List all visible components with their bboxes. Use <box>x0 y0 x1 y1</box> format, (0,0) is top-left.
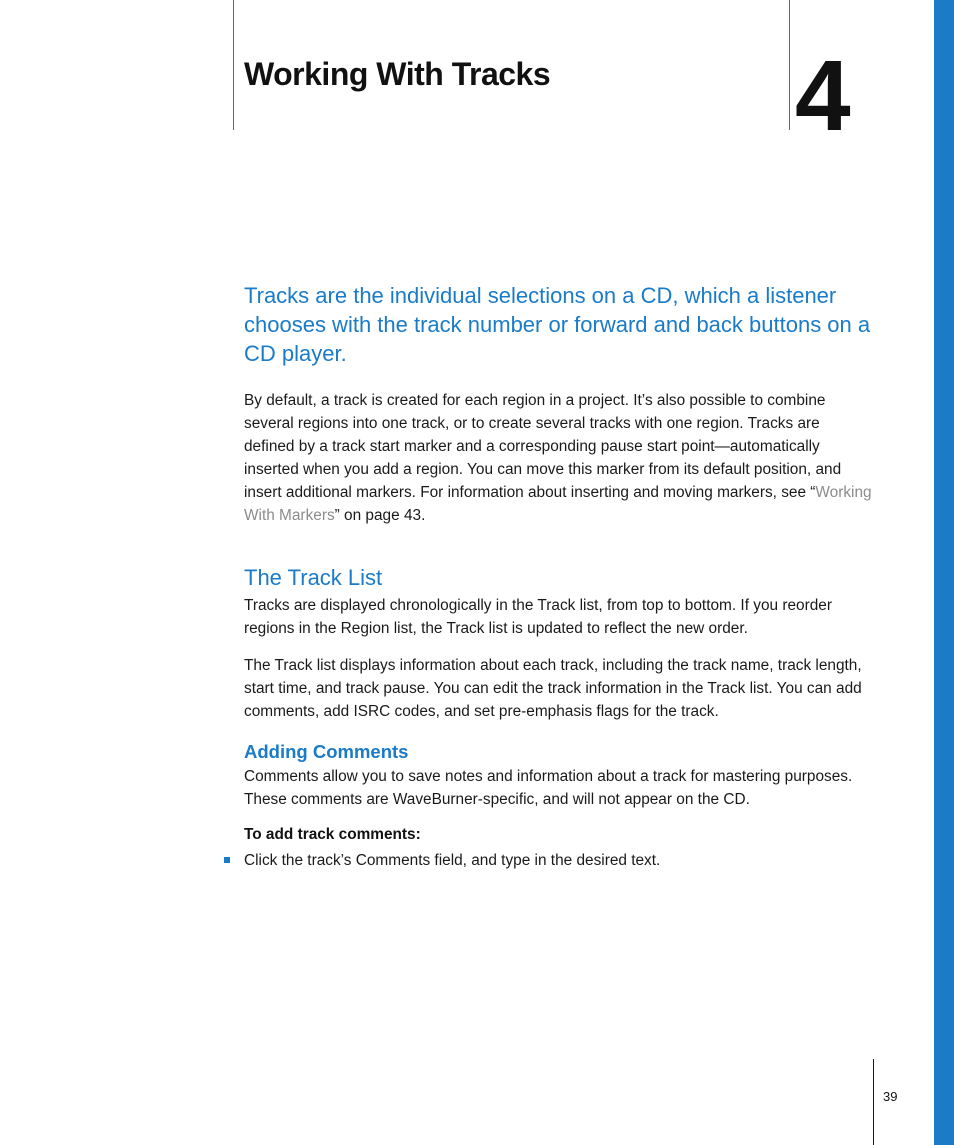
square-bullet-icon <box>224 857 230 863</box>
header-rule-left <box>233 0 234 130</box>
footer-rule <box>873 1059 874 1145</box>
page-number: 39 <box>883 1089 898 1104</box>
chapter-number: 4 <box>795 40 851 152</box>
track-list-heading: The Track List <box>244 565 383 590</box>
chapter-intro: Tracks are the individual selections on a CD, which a listener chooses with the track number or forward and back buttons on a CD player. <box>244 283 871 366</box>
intro-paragraph-text: By default, a track is created for each region in a project. It’s also possible to combine several regions into one track, or to create several tracks with one region. Tracks are defined by a track start marker and a corresponding pause start point—automatically inserted when you add a region. You can move this marker from its default position, and insert additional markers. For information about inserting and moving markers, see “ <box>244 392 842 501</box>
working-with-markers-link[interactable]: Working With Markers <box>244 484 872 524</box>
chapter-title: Working With Tracks <box>244 56 551 92</box>
task-step-text: Click the track’s Comments field, and type in the desired text. <box>244 852 661 869</box>
task-steps <box>224 849 660 872</box>
header-rule-right <box>789 0 790 130</box>
intro-paragraph <box>244 389 874 527</box>
track-list-paragraph-2: The Track list displays information about each track, including the track name, track length, start time, and track pause. You can edit the track information in the Track list. You can add comments, add ISRC codes, and set pre-emphasis flags for the track. <box>244 657 862 720</box>
adding-comments-heading: Adding Comments <box>244 741 409 762</box>
task-step <box>224 849 660 872</box>
track-list-paragraph-1: Tracks are displayed chronologically in the Track list, from top to bottom. If you reorder regions in the Region list, the Track list is updated to reflect the new order. <box>244 597 832 637</box>
task-heading: To add track comments: <box>244 826 421 843</box>
chapter-tab-bar <box>934 0 954 1145</box>
intro-paragraph-tail: ” on page 43. <box>334 507 426 524</box>
adding-comments-paragraph: Comments allow you to save notes and information about a track for mastering purposes. These comments are WaveBurner-specific, and will not appear on the CD. <box>244 768 853 808</box>
